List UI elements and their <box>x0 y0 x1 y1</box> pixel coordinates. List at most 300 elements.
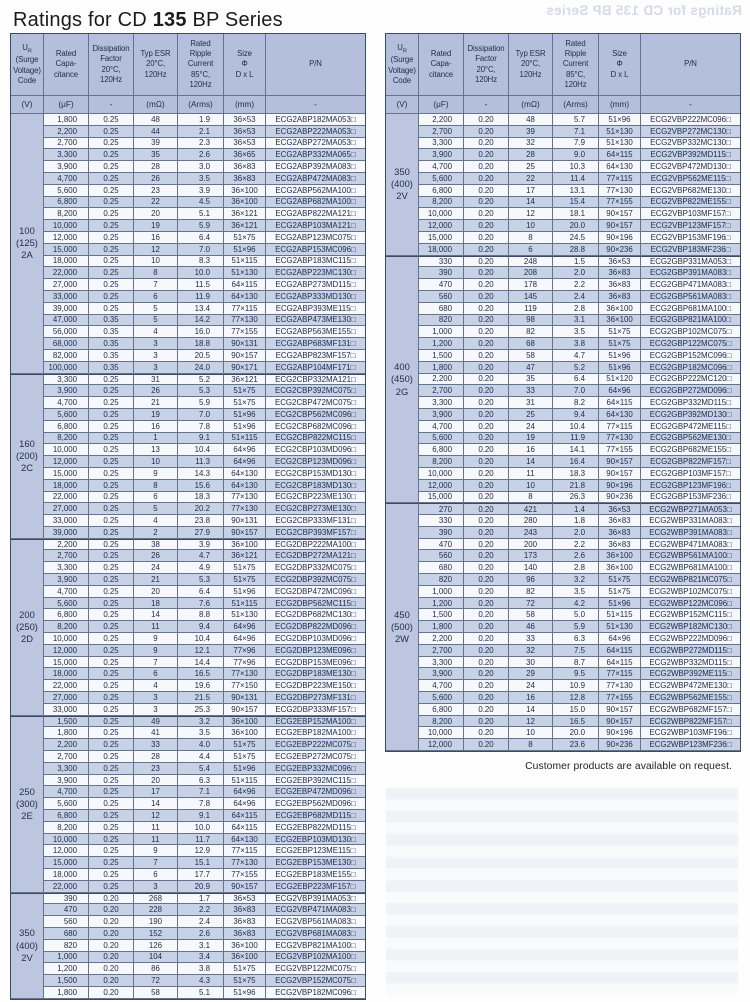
dissipation-factor-cell: 0.25 <box>89 220 134 232</box>
page-title <box>13 9 283 32</box>
size-cell: 77×130 <box>599 185 641 197</box>
part-number-cell: ECG2WBP272MD115□ <box>641 645 740 657</box>
dissipation-factor-cell: 0.20 <box>464 609 509 621</box>
dissipation-factor-cell: 0.25 <box>89 680 134 692</box>
ripple-current-cell: 4.4 <box>178 751 224 763</box>
ripple-current-cell: 2.6 <box>178 149 224 161</box>
capacitance-cell: 39,000 <box>44 303 89 315</box>
capacitance-cell: 330 <box>419 256 464 268</box>
part-number-cell: ECG2EBP822MD115□ <box>266 822 365 834</box>
part-number-cell: ECG2GBP392MD130□ <box>641 409 740 421</box>
size-cell: 64×96 <box>224 456 266 468</box>
capacitance-cell: 18,000 <box>44 869 89 881</box>
size-cell: 77×115 <box>224 845 266 857</box>
units-capacitance: (μF) <box>44 96 89 114</box>
column-header-capacitance <box>419 34 464 96</box>
size-cell: 51×115 <box>224 433 266 445</box>
esr-cell: 48 <box>509 114 553 126</box>
dissipation-factor-cell: 0.20 <box>464 539 509 551</box>
esr-cell: 5 <box>134 303 178 315</box>
capacitance-cell: 18,000 <box>44 256 89 268</box>
part-number-cell: ECG2GBP681MA100□ <box>641 303 740 315</box>
voltage-code-cell <box>11 539 44 716</box>
esr-cell: 119 <box>509 303 553 315</box>
capacitance-cell: 27,000 <box>44 692 89 704</box>
esr-cell: 12 <box>509 208 553 220</box>
part-number-cell: ECG2EBP103MD130□ <box>266 834 365 846</box>
capacitance-cell: 680 <box>419 562 464 574</box>
ripple-current-cell: 4.9 <box>178 562 224 574</box>
size-cell: 51×96 <box>224 244 266 256</box>
capacitance-cell: 390 <box>44 893 89 905</box>
size-cell: 77×115 <box>599 173 641 185</box>
esr-cell: 8 <box>509 492 553 504</box>
part-number-cell: ECG2CBP183MD130□ <box>266 480 365 492</box>
part-number-cell: ECG2ABP223MC130□ <box>266 267 365 279</box>
units-dissipation-factor: - <box>464 96 509 114</box>
size-cell: 36×83 <box>224 904 266 916</box>
part-number-cell: ECG2GBP822MF157□ <box>641 456 740 468</box>
part-number-cell: ECG2GBP821MA100□ <box>641 315 740 327</box>
part-number-cell: ECG2DBP183ME130□ <box>266 668 365 680</box>
size-cell: 51×75 <box>599 586 641 598</box>
part-number-cell: ECG2EBP123ME115□ <box>266 845 365 857</box>
part-number-cell: ECG2VBP103MF157□ <box>641 208 740 220</box>
part-number-cell: ECG2WBP471MA083□ <box>641 539 740 551</box>
ripple-current-cell: 15.6 <box>178 480 224 492</box>
ripple-current-cell: 20.0 <box>553 220 599 232</box>
ripple-current-cell: 27.9 <box>178 527 224 539</box>
dissipation-factor-cell: 0.25 <box>89 421 134 433</box>
dissipation-factor-cell: 0.20 <box>464 315 509 327</box>
esr-cell: 228 <box>134 904 178 916</box>
capacitance-cell: 6,800 <box>419 704 464 716</box>
part-number-cell: ECG2WBP392ME115□ <box>641 668 740 680</box>
esr-cell: 8 <box>134 267 178 279</box>
ripple-current-cell: 10.4 <box>553 421 599 433</box>
size-cell: 36×83 <box>599 267 641 279</box>
size-cell: 77×96 <box>224 657 266 669</box>
capacitance-cell: 1,500 <box>44 975 89 987</box>
part-number-cell: ECG2ABP333MD130□ <box>266 291 365 303</box>
dissipation-factor-cell: 0.25 <box>89 456 134 468</box>
capacitance-cell: 39,000 <box>44 527 89 539</box>
part-number-cell: ECG2GBP272MD096□ <box>641 385 740 397</box>
esr-cell: 248 <box>509 256 553 268</box>
part-number-cell: ECG2ABP123MC075□ <box>266 232 365 244</box>
column-header-line: Dissipation <box>467 43 505 53</box>
part-number-cell: ECG2GBP562ME130□ <box>641 433 740 445</box>
esr-cell: 16 <box>134 232 178 244</box>
esr-cell: 13 <box>134 444 178 456</box>
part-number-cell: ECG2VBP272MC130□ <box>641 126 740 138</box>
part-number-cell: ECG2VBP562ME115□ <box>641 173 740 185</box>
esr-cell: 14 <box>509 704 553 716</box>
size-cell: 51×115 <box>599 609 641 621</box>
size-cell: 90×157 <box>224 350 266 362</box>
ripple-current-cell: 28.8 <box>553 244 599 256</box>
capacitance-cell: 5,600 <box>44 798 89 810</box>
size-cell: 51×75 <box>224 574 266 586</box>
esr-cell: 20 <box>134 586 178 598</box>
size-cell: 36×100 <box>224 727 266 739</box>
capacitance-cell: 5,600 <box>419 433 464 445</box>
part-number-cell: ECG2CBP472MC075□ <box>266 397 365 409</box>
capacitance-cell: 12,000 <box>44 456 89 468</box>
part-number-cell: ECG2GBP391MA083□ <box>641 267 740 279</box>
esr-cell: 29 <box>509 668 553 680</box>
dissipation-factor-cell: 0.25 <box>89 197 134 209</box>
size-cell: 90×157 <box>599 716 641 728</box>
column-header-line: $U_R$ <box>397 42 407 55</box>
part-number-cell: ECG2CBP822MC115□ <box>266 433 365 445</box>
esr-cell: 28 <box>134 161 178 173</box>
size-cell: 51×115 <box>224 598 266 610</box>
size-cell: 64×96 <box>224 444 266 456</box>
part-number-cell: ECG2CBP273ME130□ <box>266 503 365 515</box>
size-cell: 51×96 <box>224 987 266 999</box>
capacitance-cell: 5,600 <box>419 692 464 704</box>
esr-cell: 11 <box>509 468 553 480</box>
part-number-cell: ECG2GBP682ME155□ <box>641 444 740 456</box>
column-header-line: Factor <box>475 54 497 64</box>
part-number-cell: ECG2EBP222MC075□ <box>266 739 365 751</box>
part-number-cell: ECG2EBP472MD096□ <box>266 786 365 798</box>
voltage-code-line: 350 <box>19 927 35 939</box>
dissipation-factor-cell: 0.35 <box>89 326 134 338</box>
capacitance-cell: 3,300 <box>44 763 89 775</box>
ripple-current-cell: 14.4 <box>178 657 224 669</box>
ripple-current-cell: 20.2 <box>178 503 224 515</box>
ripple-current-cell: 3.5 <box>178 727 224 739</box>
ripple-current-cell: 12.8 <box>553 692 599 704</box>
ripple-current-cell: 18.1 <box>553 208 599 220</box>
part-number-cell: ECG2CBP682MC096□ <box>266 421 365 433</box>
ripple-current-cell: 3.8 <box>178 963 224 975</box>
esr-cell: 4 <box>134 326 178 338</box>
ripple-current-cell: 5.2 <box>178 374 224 386</box>
column-header-line: Φ <box>241 59 248 69</box>
capacitance-cell: 470 <box>419 279 464 291</box>
size-cell: 64×96 <box>599 385 641 397</box>
ripple-current-cell: 18.3 <box>553 468 599 480</box>
esr-cell: 12 <box>134 810 178 822</box>
capacitance-cell: 6,800 <box>44 421 89 433</box>
part-number-cell: ECG2EBP332MC096□ <box>266 763 365 775</box>
ripple-current-cell: 5.0 <box>553 609 599 621</box>
part-number-cell: ECG2WBP271MA053□ <box>641 503 740 515</box>
part-number-cell: ECG2ABP683MF131□ <box>266 338 365 350</box>
capacitance-cell: 3,900 <box>44 574 89 586</box>
size-cell: 36×53 <box>599 503 641 515</box>
esr-cell: 22 <box>134 197 178 209</box>
esr-cell: 6 <box>134 291 178 303</box>
dissipation-factor-cell: 0.20 <box>464 161 509 173</box>
column-header-line: 120Hz <box>144 69 167 79</box>
dissipation-factor-cell: 0.25 <box>89 279 134 291</box>
esr-cell: 72 <box>134 975 178 987</box>
ripple-current-cell: 14.1 <box>553 444 599 456</box>
esr-cell: 19 <box>509 433 553 445</box>
units-esr: (mΩ) <box>509 96 553 114</box>
size-cell: 51×96 <box>599 114 641 126</box>
part-number-cell: ECG2ABP563ME155□ <box>266 326 365 338</box>
part-number-cell: ECG2WBP182MC130□ <box>641 621 740 633</box>
units-esr: (mΩ) <box>134 96 178 114</box>
dissipation-factor-cell: 0.25 <box>89 727 134 739</box>
column-header-line: $U_R$ <box>22 42 32 55</box>
esr-cell: 26 <box>134 550 178 562</box>
part-number-cell: ECG2ABP332MA065□ <box>266 149 365 161</box>
esr-cell: 16 <box>509 692 553 704</box>
size-cell: 36×100 <box>599 315 641 327</box>
dissipation-factor-cell: 0.20 <box>464 586 509 598</box>
part-number-cell: ECG2ABP272MA053□ <box>266 138 365 150</box>
capacitance-cell: 6,800 <box>44 609 89 621</box>
esr-cell: 31 <box>134 374 178 386</box>
ripple-current-cell: 1.9 <box>178 114 224 126</box>
part-number-cell: ECG2EBP392MC115□ <box>266 775 365 787</box>
ripple-current-cell: 2.8 <box>553 303 599 315</box>
dissipation-factor-cell: 0.25 <box>89 609 134 621</box>
size-cell: 90×171 <box>224 362 266 374</box>
part-number-cell: ECG2EBP682MD115□ <box>266 810 365 822</box>
part-number-cell: ECG2VBP472MD130□ <box>641 161 740 173</box>
esr-cell: 24 <box>509 421 553 433</box>
capacitance-cell: 12,000 <box>44 845 89 857</box>
esr-cell: 22 <box>509 173 553 185</box>
dissipation-factor-cell: 0.25 <box>89 857 134 869</box>
dissipation-factor-cell: 0.20 <box>464 621 509 633</box>
dissipation-factor-cell: 0.20 <box>89 916 134 928</box>
dissipation-factor-cell: 0.20 <box>464 138 509 150</box>
column-header-line: (Surge <box>15 55 39 65</box>
column-header-line: 20°C, <box>476 64 496 74</box>
column-header-line: Φ <box>616 59 623 69</box>
ripple-current-cell: 6.4 <box>178 586 224 598</box>
column-header-line: Rated <box>55 49 77 59</box>
ripple-current-cell: 8.8 <box>178 609 224 621</box>
ripple-current-cell: 7.6 <box>178 598 224 610</box>
size-cell: 90×131 <box>224 515 266 527</box>
esr-cell: 46 <box>509 621 553 633</box>
capacitance-cell: 15,000 <box>44 244 89 256</box>
size-cell: 64×96 <box>224 786 266 798</box>
dissipation-factor-cell: 0.25 <box>89 291 134 303</box>
voltage-code-line: 200 <box>19 608 35 620</box>
dissipation-factor-cell: 0.20 <box>464 562 509 574</box>
ripple-current-cell: 10.4 <box>178 444 224 456</box>
part-number-cell: ECG2DBP472MC096□ <box>266 586 365 598</box>
esr-cell: 6 <box>134 668 178 680</box>
size-cell: 51×75 <box>224 397 266 409</box>
dissipation-factor-cell: 0.25 <box>89 763 134 775</box>
capacitance-cell: 4,700 <box>419 161 464 173</box>
ripple-current-cell: 7.0 <box>178 244 224 256</box>
esr-cell: 98 <box>509 315 553 327</box>
size-cell: 36×100 <box>224 197 266 209</box>
dissipation-factor-cell: 0.20 <box>464 716 509 728</box>
size-cell: 77×130 <box>224 492 266 504</box>
capacitance-cell: 6,800 <box>419 444 464 456</box>
size-cell: 64×96 <box>224 798 266 810</box>
dissipation-factor-cell: 0.20 <box>89 987 134 999</box>
size-cell: 51×96 <box>224 763 266 775</box>
column-header-line: Capa- <box>430 59 452 69</box>
capacitance-cell: 1,000 <box>419 586 464 598</box>
capacitance-cell: 2,200 <box>419 633 464 645</box>
part-number-cell: ECG2CBP393MF157□ <box>266 527 365 539</box>
column-header-ripple-current <box>553 34 599 96</box>
dissipation-factor-cell: 0.25 <box>89 208 134 220</box>
capacitance-cell: 1,200 <box>419 338 464 350</box>
voltage-code-line: 2G <box>395 385 409 397</box>
ripple-current-cell: 3.1 <box>178 940 224 952</box>
size-cell: 64×115 <box>224 822 266 834</box>
part-number-cell: ECG2DBP123ME096□ <box>266 645 365 657</box>
capacitance-cell: 1,500 <box>419 609 464 621</box>
size-cell: 51×96 <box>224 421 266 433</box>
ripple-current-cell: 7.0 <box>553 385 599 397</box>
dissipation-factor-cell: 0.25 <box>89 503 134 515</box>
dissipation-factor-cell: 0.25 <box>89 716 134 728</box>
esr-cell: 8 <box>134 480 178 492</box>
esr-cell: 3 <box>134 338 178 350</box>
voltage-code-line: 350 <box>394 165 410 177</box>
capacitance-cell: 3,300 <box>44 149 89 161</box>
esr-cell: 10 <box>509 220 553 232</box>
ripple-current-cell: 2.6 <box>553 550 599 562</box>
capacitance-cell: 4,700 <box>44 397 89 409</box>
dissipation-factor-cell: 0.20 <box>464 244 509 256</box>
size-cell: 64×96 <box>599 633 641 645</box>
column-header-line: 120Hz <box>474 74 498 84</box>
ripple-current-cell: 16.0 <box>178 326 224 338</box>
capacitance-cell: 5,600 <box>419 173 464 185</box>
dissipation-factor-cell: 0.25 <box>89 409 134 421</box>
voltage-code-cell <box>386 503 419 751</box>
esr-cell: 4 <box>134 515 178 527</box>
part-number-cell: ECG2GBP472ME115□ <box>641 421 740 433</box>
capacitance-cell: 8,200 <box>44 433 89 445</box>
esr-cell: 6 <box>134 492 178 504</box>
capacitance-cell: 3,900 <box>419 149 464 161</box>
dissipation-factor-cell: 0.35 <box>89 315 134 327</box>
ripple-current-cell: 11.7 <box>178 834 224 846</box>
size-cell: 77×155 <box>599 197 641 209</box>
dissipation-factor-cell: 0.20 <box>464 197 509 209</box>
ripple-current-cell: 9.4 <box>553 409 599 421</box>
esr-cell: 11 <box>134 621 178 633</box>
part-number-cell: ECG2DBP223ME150□ <box>266 680 365 692</box>
voltage-code-line: 250 <box>19 785 35 797</box>
dissipation-factor-cell: 0.20 <box>464 409 509 421</box>
ripple-current-cell: 5.4 <box>178 763 224 775</box>
custom-products-note: Customer products are available on request. <box>525 761 732 772</box>
column-header-line: 20°C, <box>101 64 121 74</box>
size-cell: 77×115 <box>599 421 641 433</box>
part-number-cell: ECG2WBP123MF236□ <box>641 739 740 751</box>
ripple-current-cell: 3.2 <box>553 574 599 586</box>
dissipation-factor-cell: 0.25 <box>89 468 134 480</box>
esr-cell: 9 <box>134 845 178 857</box>
esr-cell: 96 <box>509 574 553 586</box>
ripple-current-cell: 5.1 <box>178 208 224 220</box>
dissipation-factor-cell: 0.20 <box>89 963 134 975</box>
dissipation-factor-cell: 0.25 <box>89 562 134 574</box>
esr-cell: 11 <box>134 834 178 846</box>
ripple-current-cell: 2.2 <box>178 904 224 916</box>
ripple-current-cell: 3.2 <box>178 716 224 728</box>
voltage-code-line: (400) <box>16 939 38 951</box>
dissipation-factor-cell: 0.25 <box>89 244 134 256</box>
part-number-cell: ECG2VBP123MF157□ <box>641 220 740 232</box>
voltage-code-line: 450 <box>394 608 410 620</box>
part-number-cell: ECG2EBP562MD096□ <box>266 798 365 810</box>
part-number-cell: ECG2ABP183MC115□ <box>266 256 365 268</box>
column-header-dissipation-factor <box>89 34 134 96</box>
esr-cell: 3 <box>134 350 178 362</box>
dissipation-factor-cell: 0.25 <box>89 668 134 680</box>
dissipation-factor-cell: 0.20 <box>89 904 134 916</box>
part-number-cell: ECG2GBP332MD115□ <box>641 397 740 409</box>
size-cell: 36×83 <box>224 173 266 185</box>
part-number-cell: ECG2ABP153MC096□ <box>266 244 365 256</box>
size-cell: 90×236 <box>599 244 641 256</box>
ripple-current-cell: 10.9 <box>553 680 599 692</box>
dissipation-factor-cell: 0.20 <box>464 704 509 716</box>
ripple-current-cell: 10.4 <box>178 633 224 645</box>
size-cell: 77×130 <box>599 680 641 692</box>
dissipation-factor-cell: 0.20 <box>464 598 509 610</box>
capacitance-cell: 2,200 <box>419 374 464 386</box>
capacitance-cell: 680 <box>44 928 89 940</box>
esr-cell: 26 <box>134 385 178 397</box>
dissipation-factor-cell: 0.25 <box>89 869 134 881</box>
ripple-current-cell: 20.9 <box>178 881 224 893</box>
ripple-current-cell: 6.3 <box>178 775 224 787</box>
part-number-cell: ECG2EBP153ME130□ <box>266 857 365 869</box>
esr-cell: 58 <box>509 609 553 621</box>
column-header-line: D x L <box>235 69 254 79</box>
esr-cell: 280 <box>509 515 553 527</box>
dissipation-factor-cell: 0.25 <box>89 704 134 716</box>
voltage-code-line: 160 <box>19 437 35 449</box>
part-number-cell: ECG2VBP392MD115□ <box>641 149 740 161</box>
esr-cell: 68 <box>509 338 553 350</box>
esr-cell: 200 <box>509 539 553 551</box>
dissipation-factor-cell: 0.25 <box>89 232 134 244</box>
ripple-current-cell: 7.0 <box>178 409 224 421</box>
ripple-current-cell: 5.7 <box>553 114 599 126</box>
dissipation-factor-cell: 0.25 <box>89 527 134 539</box>
capacitance-cell: 18,000 <box>44 668 89 680</box>
capacitance-cell: 5,600 <box>44 598 89 610</box>
capacitance-cell: 10,000 <box>44 220 89 232</box>
capacitance-cell: 22,000 <box>44 680 89 692</box>
size-cell: 90×131 <box>224 692 266 704</box>
voltage-code-line: (200) <box>16 450 38 461</box>
size-cell: 77×155 <box>224 869 266 881</box>
dissipation-factor-cell: 0.20 <box>464 456 509 468</box>
column-header-line: citance <box>428 69 453 79</box>
dissipation-factor-cell: 0.25 <box>89 397 134 409</box>
dissipation-factor-cell: 0.20 <box>464 114 509 126</box>
part-number-cell: ECG2GBP152MC096□ <box>641 350 740 362</box>
capacitance-cell: 3,300 <box>419 657 464 669</box>
size-cell: 64×115 <box>224 279 266 291</box>
dissipation-factor-cell: 0.20 <box>464 727 509 739</box>
